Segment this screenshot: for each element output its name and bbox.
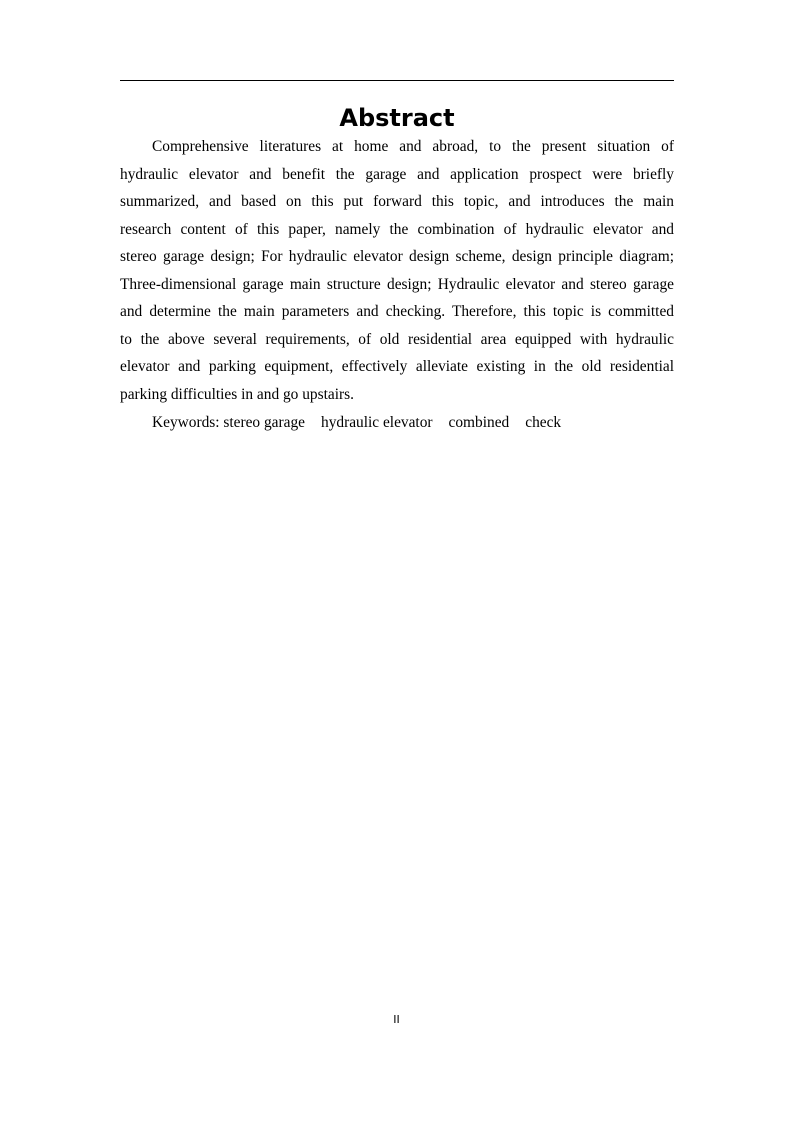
abstract-line: stereo garage design; For hydraulic elevator design scheme, design principle diagram;	[120, 248, 674, 265]
header-rule	[120, 80, 674, 81]
keywords-label: Keywords: stereo garage	[152, 414, 305, 431]
abstract-line: research content of this paper, namely the combination of hydraulic elevator and	[120, 220, 674, 238]
abstract-line: Comprehensive literatures at home and abroad, to the present situation of	[152, 138, 674, 155]
abstract-paragraph	[120, 133, 674, 408]
keyword: hydraulic elevator	[321, 414, 433, 431]
page-number: II	[393, 1013, 400, 1026]
abstract-line: elevator and parking equipment, effectively alleviate existing in the old residential	[120, 358, 674, 375]
keywords-line	[152, 409, 561, 437]
abstract-line: hydraulic elevator and benefit the garage and application prospect were briefly	[120, 165, 674, 183]
abstract-line: Three-dimensional garage main structure design; Hydraulic elevator and stereo garage	[120, 275, 674, 293]
abstract-line: to the above several requirements, of old residential area equipped with hydraulic	[120, 330, 674, 348]
keyword: check	[525, 414, 562, 431]
abstract-line: summarized, and based on this put forward this topic, and introduces the main	[120, 193, 674, 210]
abstract-line: parking difficulties in and go upstairs.	[120, 385, 354, 403]
abstract-line: and determine the main parameters and checking. Therefore, this topic is committed	[120, 303, 674, 320]
keyword: combined	[448, 414, 510, 431]
page-title: Abstract	[339, 104, 455, 132]
